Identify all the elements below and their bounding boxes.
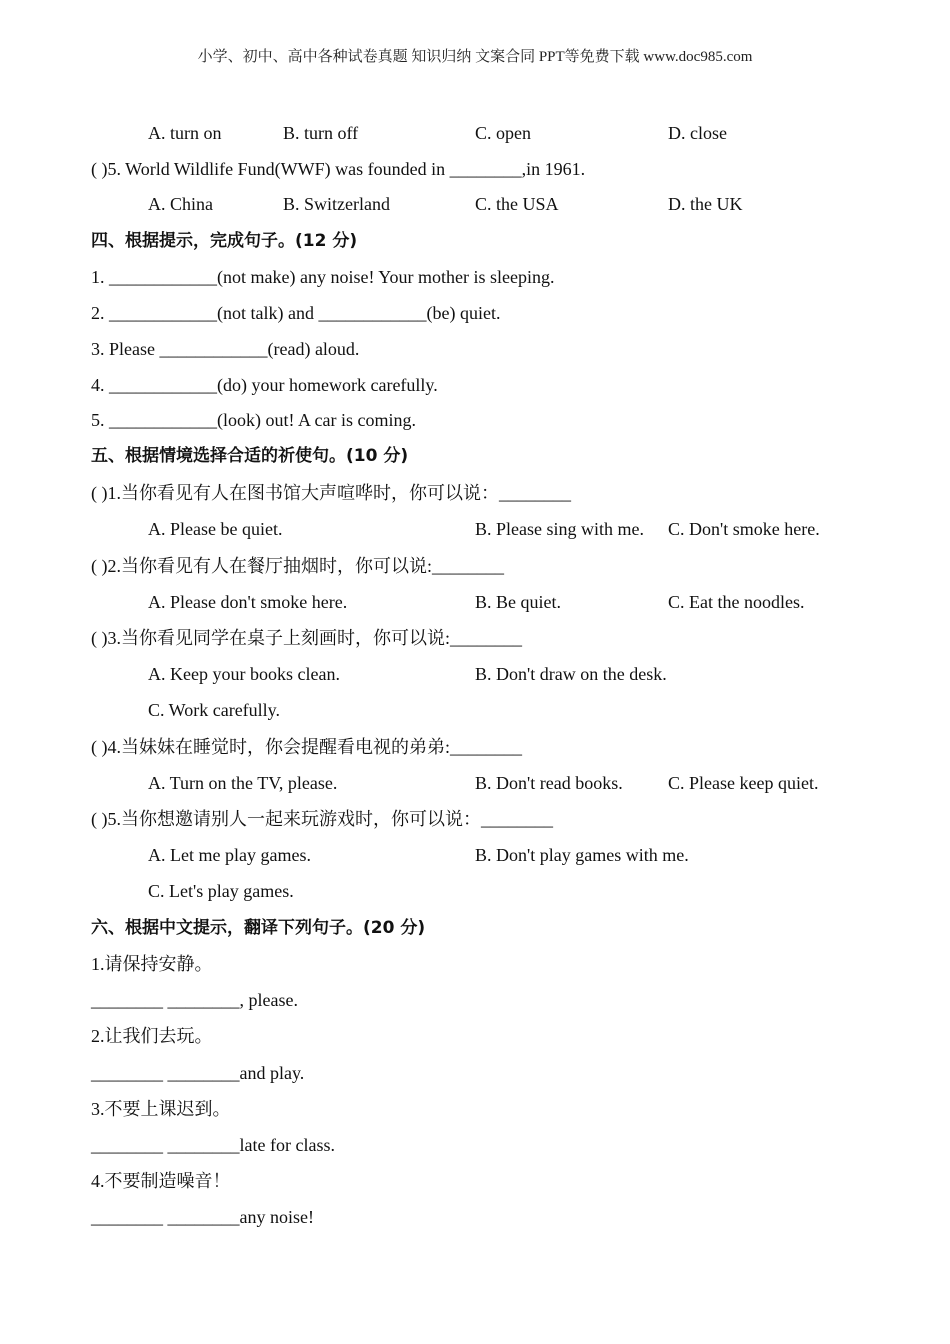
option-a: A. Keep your books clean.: [148, 664, 340, 684]
option-c: C. open: [475, 123, 531, 143]
section-5-q4-stem: ( )4.当妹妹在睡觉时，你会提醒看电视的弟弟:________: [91, 737, 522, 757]
section-5-q3-stem: ( )3.当你看见同学在桌子上刻画时，你可以说:________: [91, 628, 522, 648]
section-4-item: 5. ____________(look) out! A car is coming.: [91, 410, 416, 430]
option-b: B. Don't play games with me.: [475, 845, 689, 865]
option-c: C. Please keep quiet.: [668, 773, 819, 793]
option-a: A. turn on: [148, 123, 222, 143]
section-6-item-en: ________ ________and play.: [91, 1063, 305, 1083]
section-5-q1-stem: ( )1.当你看见有人在图书馆大声喧哗时，你可以说：________: [91, 483, 571, 503]
option-b: B. Please sing with me.: [475, 519, 644, 539]
option-c: C. the USA: [475, 194, 559, 214]
section-5-q2-stem: ( )2.当你看见有人在餐厅抽烟时，你可以说:________: [91, 556, 504, 576]
option-a: A. Please don't smoke here.: [148, 592, 348, 612]
option-b: B. Don't draw on the desk.: [475, 664, 667, 684]
option-c: C. Let's play games.: [148, 881, 294, 901]
option-a: A. Turn on the TV, please.: [148, 773, 338, 793]
section-6-item-en: ________ ________late for class.: [91, 1135, 335, 1155]
option-a: A. Let me play games.: [148, 845, 311, 865]
option-b: B. Be quiet.: [475, 592, 561, 612]
page-header: 小学、初中、高中各种试卷真题 知识归纳 文案合同 PPT等免费下载 www.doc985.com: [197, 49, 753, 65]
option-d: D. close: [668, 123, 727, 143]
section-6-item-en: ________ ________any noise!: [91, 1207, 314, 1227]
option-c: C. Eat the noodles.: [668, 592, 805, 612]
section-6-item-cn: 4.不要制造噪音！: [91, 1171, 231, 1191]
option-a: A. Please be quiet.: [148, 519, 283, 539]
section-4-item: 4. ____________(do) your homework carefully.: [91, 375, 438, 395]
section-4-item: 1. ____________(not make) any noise! Your mother is sleeping.: [91, 267, 555, 287]
option-d: D. the UK: [668, 194, 743, 214]
option-c: C. Work carefully.: [148, 700, 281, 720]
option-c: C. Don't smoke here.: [668, 519, 820, 539]
section-5-title: 五、根据情境选择合适的祈使句。(10 分): [91, 446, 409, 466]
section-5-q5-stem: ( )5.当你想邀请别人一起来玩游戏时，你可以说：________: [91, 809, 553, 829]
section-6-item-cn: 1.请保持安静。: [91, 954, 213, 974]
option-b: B. Switzerland: [283, 194, 390, 214]
option-b: B. turn off: [283, 123, 359, 143]
section-4-item: 2. ____________(not talk) and ____________(be) quiet.: [91, 303, 501, 323]
section-6-item-cn: 3.不要上课迟到。: [91, 1099, 231, 1119]
question-5-stem: ( )5. World Wildlife Fund(WWF) was founded in ________,in 1961.: [91, 159, 586, 179]
option-a: A. China: [148, 194, 213, 214]
section-4-title: 四、根据提示，完成句子。(12 分): [91, 231, 358, 251]
section-6-item-cn: 2.让我们去玩。: [91, 1026, 213, 1046]
option-b: B. Don't read books.: [475, 773, 623, 793]
section-6-title: 六、根据中文提示，翻译下列句子。(20 分): [91, 918, 426, 938]
section-6-item-en: ________ ________, please.: [91, 990, 298, 1010]
section-4-item: 3. Please ____________(read) aloud.: [91, 339, 360, 359]
